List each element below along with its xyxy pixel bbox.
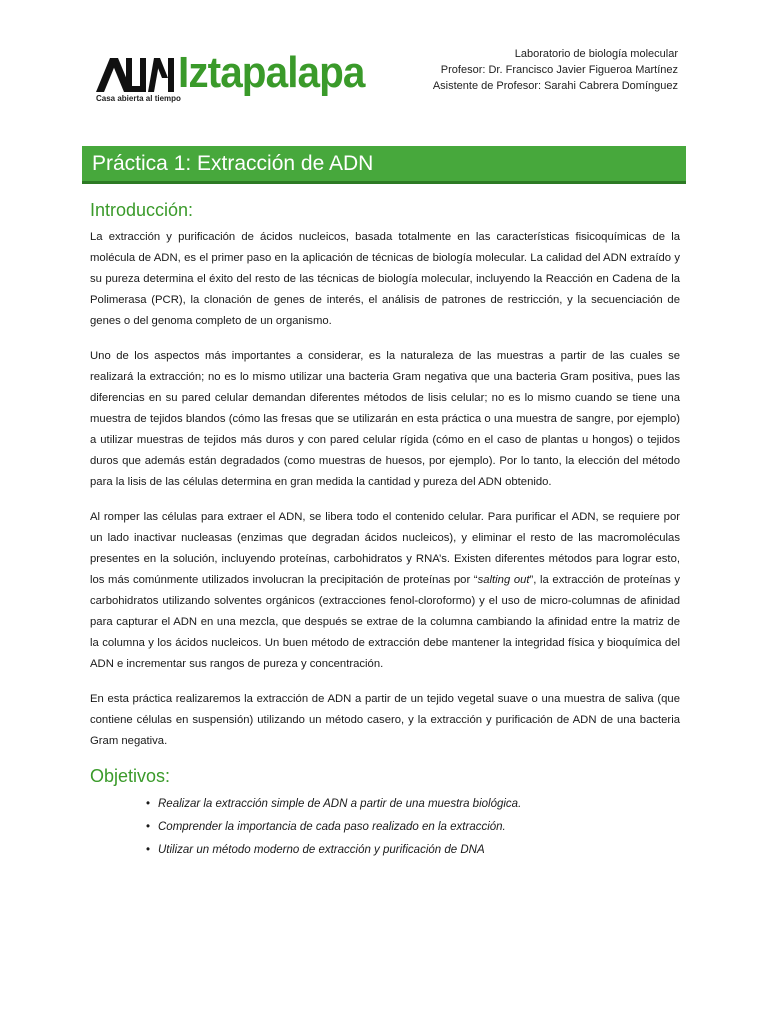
header-assistant: Asistente de Profesor: Sarahi Cabrera Domínguez — [432, 80, 678, 92]
header-professor: Profesor: Dr. Francisco Javier Figueroa Martínez — [440, 64, 678, 76]
bullet: • — [146, 844, 151, 856]
uam-logo-icon — [96, 58, 176, 92]
intro-paragraph-4: En esta práctica realizaremos la extracción de ADN a partir de un tejido vegetal suave o una muestra de saliva (que contiene células en suspensión) utilizando un método casero, y la extracción y purificación de ADN de una bacteria Gram negativa. — [90, 693, 680, 747]
p3-text-a: Al romper las células para extraer el ADN, se libera todo el contenido celular. Para purificar el ADN, se requiere por un lado inactivar nucleasas (enzimas que degradan ácidos nucleicos), y eliminar el resto de las macromoléculas presentes en la solución, incluyendo proteínas, carbohidratos y RNA’s. Existen diferentes métodos para lograr esto, los más comúnmente utilizados involucran la precipitación de proteínas por “ — [90, 511, 680, 586]
bullet: • — [146, 798, 151, 810]
header-lab: Laboratorio de biología molecular — [514, 48, 678, 60]
list-item — [90, 816, 680, 839]
objectives-list — [90, 793, 680, 862]
list-item — [90, 839, 680, 862]
objectives-heading: Objetivos: — [90, 766, 171, 786]
objective-text: Comprender la importancia de cada paso realizado en la extracción. — [158, 821, 506, 833]
objective-text: Realizar la extracción simple de ADN a partir de una muestra biológica. — [158, 798, 522, 810]
logo-tagline: Casa abierta al tiempo — [96, 94, 181, 103]
header-info — [433, 46, 678, 94]
logo-name: Iztapalapa — [178, 48, 365, 97]
p3-text-b: ”, la extracción de proteínas y carbohidratos utilizando solventes orgánicos (extracciones fenol-cloroformo) y el uso de micro-columnas de afinidad para capturar el ADN en una mezcla, que después se extrae de la columna cambiando la afinidad entre la matriz de la columna y los ácidos nucleicos. Un buen método de extracción debe mantener la integridad física y bioquímica del ADN e incrementar sus rangos de pureza y concentración. — [90, 574, 680, 670]
bullet: • — [146, 821, 151, 833]
intro-heading: Introducción: — [90, 200, 194, 220]
objective-text: Utilizar un método moderno de extracción y purificación de DNA — [158, 844, 485, 856]
institution-logo — [96, 48, 386, 110]
list-item — [90, 793, 680, 816]
intro-paragraph-3 — [90, 507, 680, 675]
title-bar — [82, 146, 686, 184]
intro-paragraph-2: Uno de los aspectos más importantes a considerar, es la naturaleza de las muestras a partir de las cuales se realizará la extracción; no es lo mismo utilizar una bacteria Gram negativa que una bacteria Gram positiva, pues las diferencias en su pared celular demandan diferentes métodos de lisis celular; no es lo mismo cuando se tiene una muestra de tejidos blandos (cómo las fresas que se utilizarán en esta práctica o una muestra de sangre, por ejemplo) a utilizar muestras de tejidos más duros y con pared celular rígida (cómo en el caso de plantas u hongos) o tejidos duros que además están degradados (como muestras de huesos, por ejemplo). Por lo tanto, la elección del método para la lisis de las células determina en gran medida la cantidad y pureza del ADN obtenido. — [90, 350, 680, 488]
page-title: Práctica 1: Extracción de ADN — [92, 152, 374, 175]
intro-paragraph-1: La extracción y purificación de ácidos nucleicos, basada totalmente en las características fisicoquímicas de la molécula de ADN, es el primer paso en la aplicación de técnicas de biología molecular. La calidad del ADN extraído y su pureza determina el éxito del resto de las técnicas de biología molecular, incluyendo la Reacción en Cadena de la Polimerasa (PCR), la clonación de genes de interés, el análisis de patrones de restricción, y la secuenciación de genes o del genoma completo de un organismo. — [90, 231, 680, 327]
p3-italic-term: salting out — [477, 574, 530, 586]
document-body — [90, 200, 680, 862]
